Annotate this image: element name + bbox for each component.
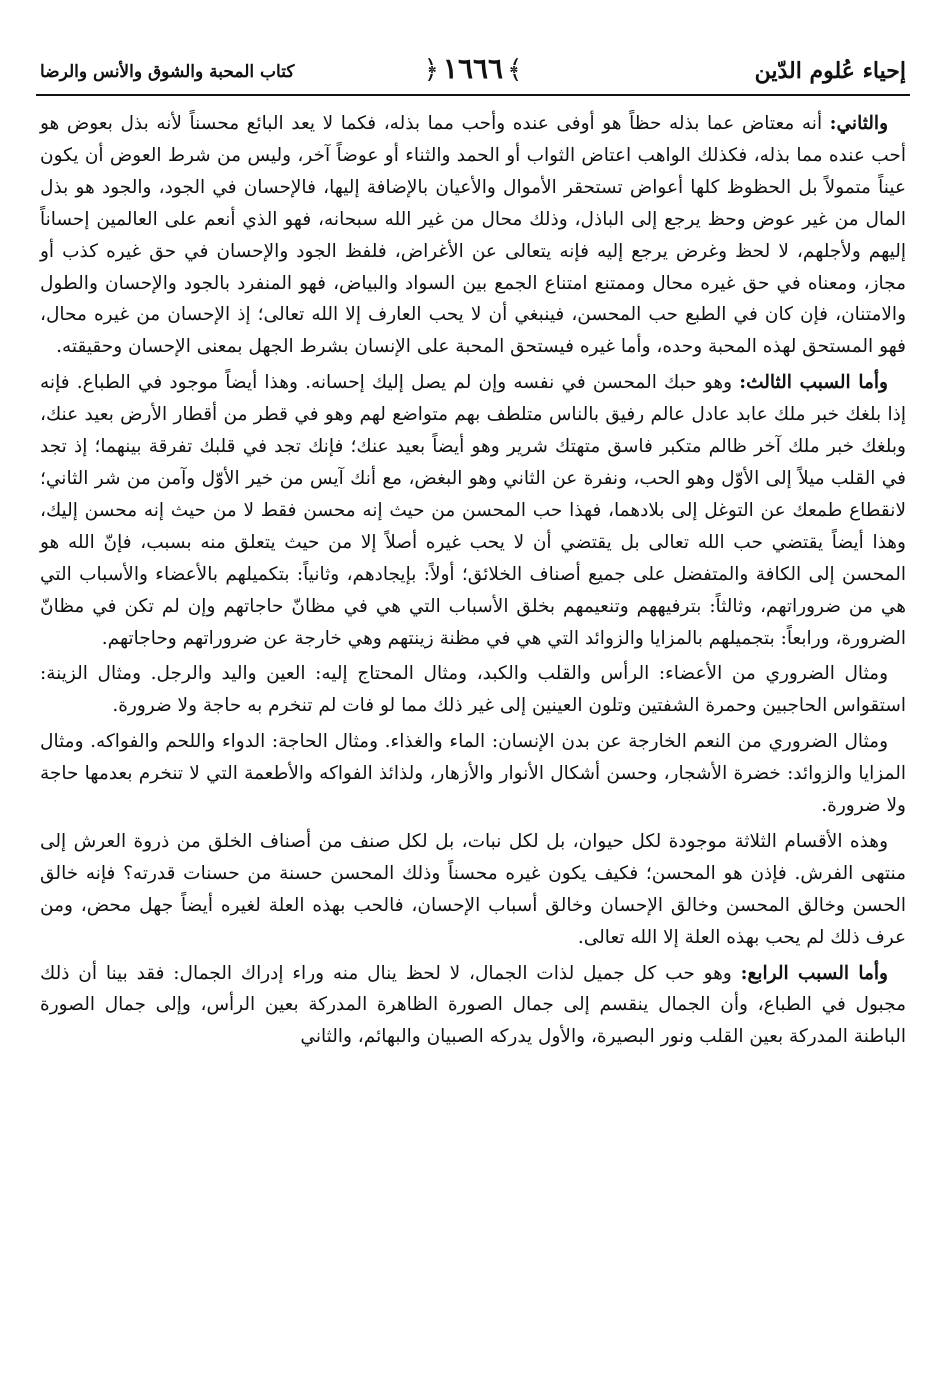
paragraph-text: أنه معتاض عما بذله حظاً هو أوفى عنده وأحب مما بذله، فكما لا يعد البائع محسناً لأنه بذل بعوض هو أحب عنده مما بذله، فكذلك الواهب اعتاض الثواب أو الحمد والثناء أو عوضاً آخر، وليس من شرط العوض أن يكون عيناً متمولاً بل الحظوظ كلها أعواض تستحقر الأموال والأعيان بالإضافة إليها، فالإحسان في الجود، والجود هو بذل المال من غير عوض وحظ يرجع إلى الباذل، وذلك محال من غير الله سبحانه، فهو الذي أنعم على العالمين إحساناً إليهم ولأجلهم، لا لحظ وغرض يرجع إليه فإنه يتعالى عن الأغراض، فلفظ الجود والإحسان في حق غيره كذب أو مجاز، ومعناه في حق غيره محال وممتنع امتناع الجمع بين السواد والبياض، فهو المنفرد بالجود والإحسان والطول والامتنان، فإن كان في الطبع حب المحسن، فينبغي أن لا يحب العارف إلا الله تعالى؛ إذ الإحسان من غيره محال، فهو المستحق لهذه المحبة وحده، وأما غيره فيستحق المحبة على الإنسان بشرط الجهل بمعنى الإحسان وحقيقته. [40, 113, 906, 358]
paragraph [40, 826, 906, 954]
paragraph [40, 367, 906, 654]
paragraph-text: ومثال الضروري من الأعضاء: الرأس والقلب والكبد، ومثال المحتاج إليه: العين واليد والرجل. ومثال الزينة: استقواس الحاجبين وحمرة الشفتين وتلون العينين إلى غير ذلك مما لو فات لم تنخرم به حاجة ولا ضرورة. [40, 663, 906, 717]
paragraph-lead: وأما السبب الثالث: [739, 372, 888, 394]
paragraph-lead: وأما السبب الرابع: [740, 962, 888, 984]
paragraph-text: وهو حبك المحسن في نفسه وإن لم يصل إليك إحسانه. وهذا أيضاً موجود في الطباع. فإنه إذا بلغك خبر ملك عابد عادل عالم رفيق بالناس متلطف بهم متواضع لهم وهو في قطر من أقطار الأرض بعيد عنك، وبلغك خبر ملك آخر ظالم متكبر فاسق متهتك شرير وهو أيضاً بعيد عنك؛ فإنك تجد في قلبك تفرقة بينهما؛ إذ تجد في القلب ميلاً إلى الأوّل وهو الحب، ونفرة عن الثاني وهو البغض، مع أنك آيس من خير الأوّل وآمن من شر الثاني؛ لانقطاع طمعك عن التوغل إلى بلادهما، فهذا حب المحسن من حيث إنه محسن فقط لا من حيث إنه محسن إليك، وهذا أيضاً يقتضي حب الله تعالى بل يقتضي أن لا يحب غيره أصلاً إلا من حيث يتعلق منه بسبب، فإنّ الله هو المحسن إلى الكافة والمتفضل على جميع أصناف الخلائق؛ أولاً: بإيجادهم، وثانياً: بتكميلهم بالأعضاء والأسباب التي هي من ضروراتهم، وثالثاً: بترفيههم وتنعيمهم بخلق الأسباب التي هي في مظانّ حاجاتهم وإن لم تكن في مظانّ الضرورة، ورابعاً: بتجميلهم بالمزايا والزوائد التي هي في مظنة زينتهم وهي خارجة عن ضروراتهم وحاجاتهم. [40, 372, 906, 649]
book-title: إحياء عُلوم الدّين [754, 58, 906, 84]
page-number: ١٦٦٦ [442, 52, 504, 85]
section-title: كتاب المحبة والشوق والأنس والرضا [40, 62, 295, 82]
paragraph-lead: والثاني: [829, 113, 888, 134]
page-number-block [420, 52, 527, 85]
paragraph [40, 658, 906, 722]
page-header [36, 52, 910, 92]
paragraph-text: وهو حب كل جميل لذات الجمال، لا لحظ ينال منه وراء إدراك الجمال: فقد بينا أن ذلك مجبول في الطباع، وأن الجمال ينقسم إلى جمال الصورة الظاهرة المدركة بعين الرأس، وإلى جمال الصورة الباطنة المدركة بعين القلب ونور البصيرة، والأول يدركه الصبيان والبهائم، والثاني [40, 962, 906, 1048]
header-divider [36, 94, 910, 96]
right-brace-icon: ﴿ [423, 55, 439, 85]
paragraph-text: وهذه الأقسام الثلاثة موجودة لكل حيوان، بل لكل نبات، بل لكل صنف من أصناف الخلق من ذروة العرش إلى منتهى الفرش. فإذن هو المحسن؛ فكيف يكون غيره محسناً وذلك المحسن حسنة من حسنات قدرته؟ فإنه خالق الحسن وخالق المحسن وخالق الإحسان وخالق أسباب الإحسان، فالحب بهذه العلة لغيره أيضاً جهل محض، ومن عرف ذلك لم يحب بهذه العلة إلا الله تعالى. [40, 830, 906, 948]
paragraph-text: ومثال الضروري من النعم الخارجة عن بدن الإنسان: الماء والغذاء. ومثال الحاجة: الدواء واللحم والفواكه. ومثال المزايا والزوائد: خضرة الأشجار، وحسن أشكال الأنوار والأزهار، ولذائذ الفواكه والأطعمة التي لا تنخرم بعدمها حاجة ولا ضرورة. [40, 731, 906, 817]
left-brace-icon: ﴾ [507, 55, 523, 85]
paragraph [40, 726, 906, 822]
paragraph [40, 958, 906, 1054]
paragraph [40, 108, 906, 363]
main-text [40, 108, 906, 1057]
